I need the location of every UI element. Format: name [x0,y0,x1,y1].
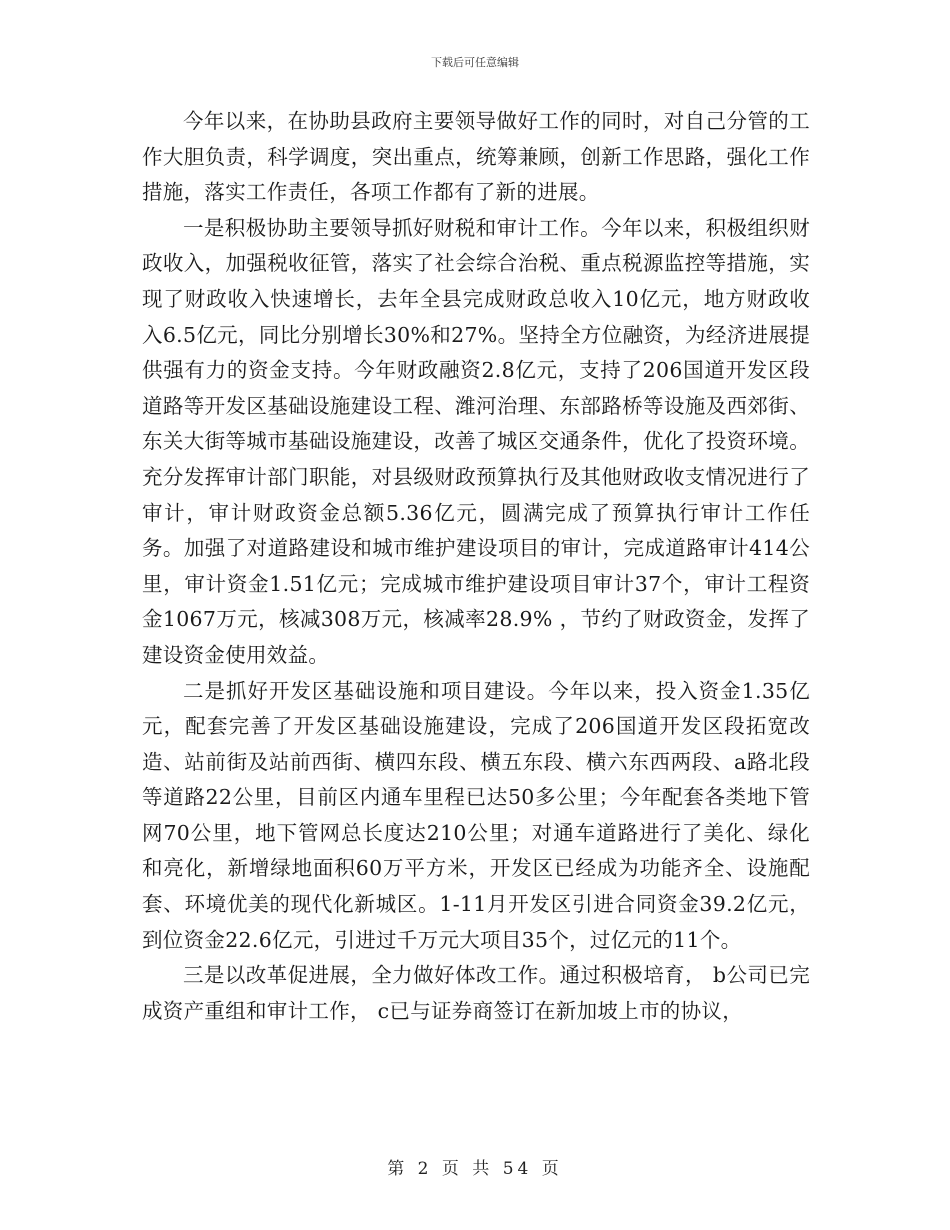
page-number-footer: 第 2 页 共 54 页 [387,1159,563,1179]
paragraph-development-zone: 二是抓好开发区基础设施和项目建设。今年以来，投入资金1.35亿元，配套完善了开发区基础设施建设，完成了206国道开发区段拓宽改造、站前街及站前西街、横四东段、横五东段、横六东西两段、a路北段等道路22公里，目前区内通车里程已达50多公里；今年配套各类地下管网70公里，地下管网总长度达210公里；对通车道路进行了美化、绿化和亮化，新增绿地面积60万平方米，开发区已经成为功能齐全、设施配套、环境优美的现代化新城区。1-11月开发区引进合同资金39.2亿元，到位资金22.6亿元，引进过千万元大项目35个，过亿元的11个。 [142,678,810,952]
paragraph-intro: 今年以来，在协助县政府主要领导做好工作的同时，对自己分管的工作大胆负责，科学调度，突出重点，统筹兼顾，创新工作思路，强化工作措施，落实工作责任，各项工作都有了新的进展。 [142,109,810,205]
document-body [142,104,810,1029]
paragraph-reform: 三是以改革促进展，全力做好体改工作。通过积极培育， b公司已完成资产重组和审计工作， c已与证券商签订在新加坡上市的协议， [142,963,810,1023]
paragraph-finance-audit: 一是积极协助主要领导抓好财税和审计工作。今年以来，积极组织财政收入，加强税收征管，落实了社会综合治税、重点税源监控等措施，实现了财政收入快速增长，去年全县完成财政总收入10亿元，地方财政收入6.5亿元，同比分别增长30%和27%。坚持全方位融资，为经济进展提供强有力的资金支持。今年财政融资2.8亿元，支持了206国道开发区段道路等开发区基础设施建设工程、潍河治理、东部路桥等设施及西郊街、东关大街等城市基础设施建设，改善了城区交通条件，优化了投资环境。充分发挥审计部门职能，对县级财政预算执行及其他财政收支情况进行了审计，审计财政资金总额5.36亿元，圆满完成了预算执行审计工作任务。加强了对道路建设和城市维护建设项目的审计，完成道路审计414公里，审计资金1.51亿元；完成城市维护建设项目审计37个，审计工程资金1067万元，核减308万元，核减率28.9% ，节约了财政资金，发挥了建设资金使用效益。 [142,215,810,667]
page-header-note: 下载后可任意编辑 [431,56,519,69]
